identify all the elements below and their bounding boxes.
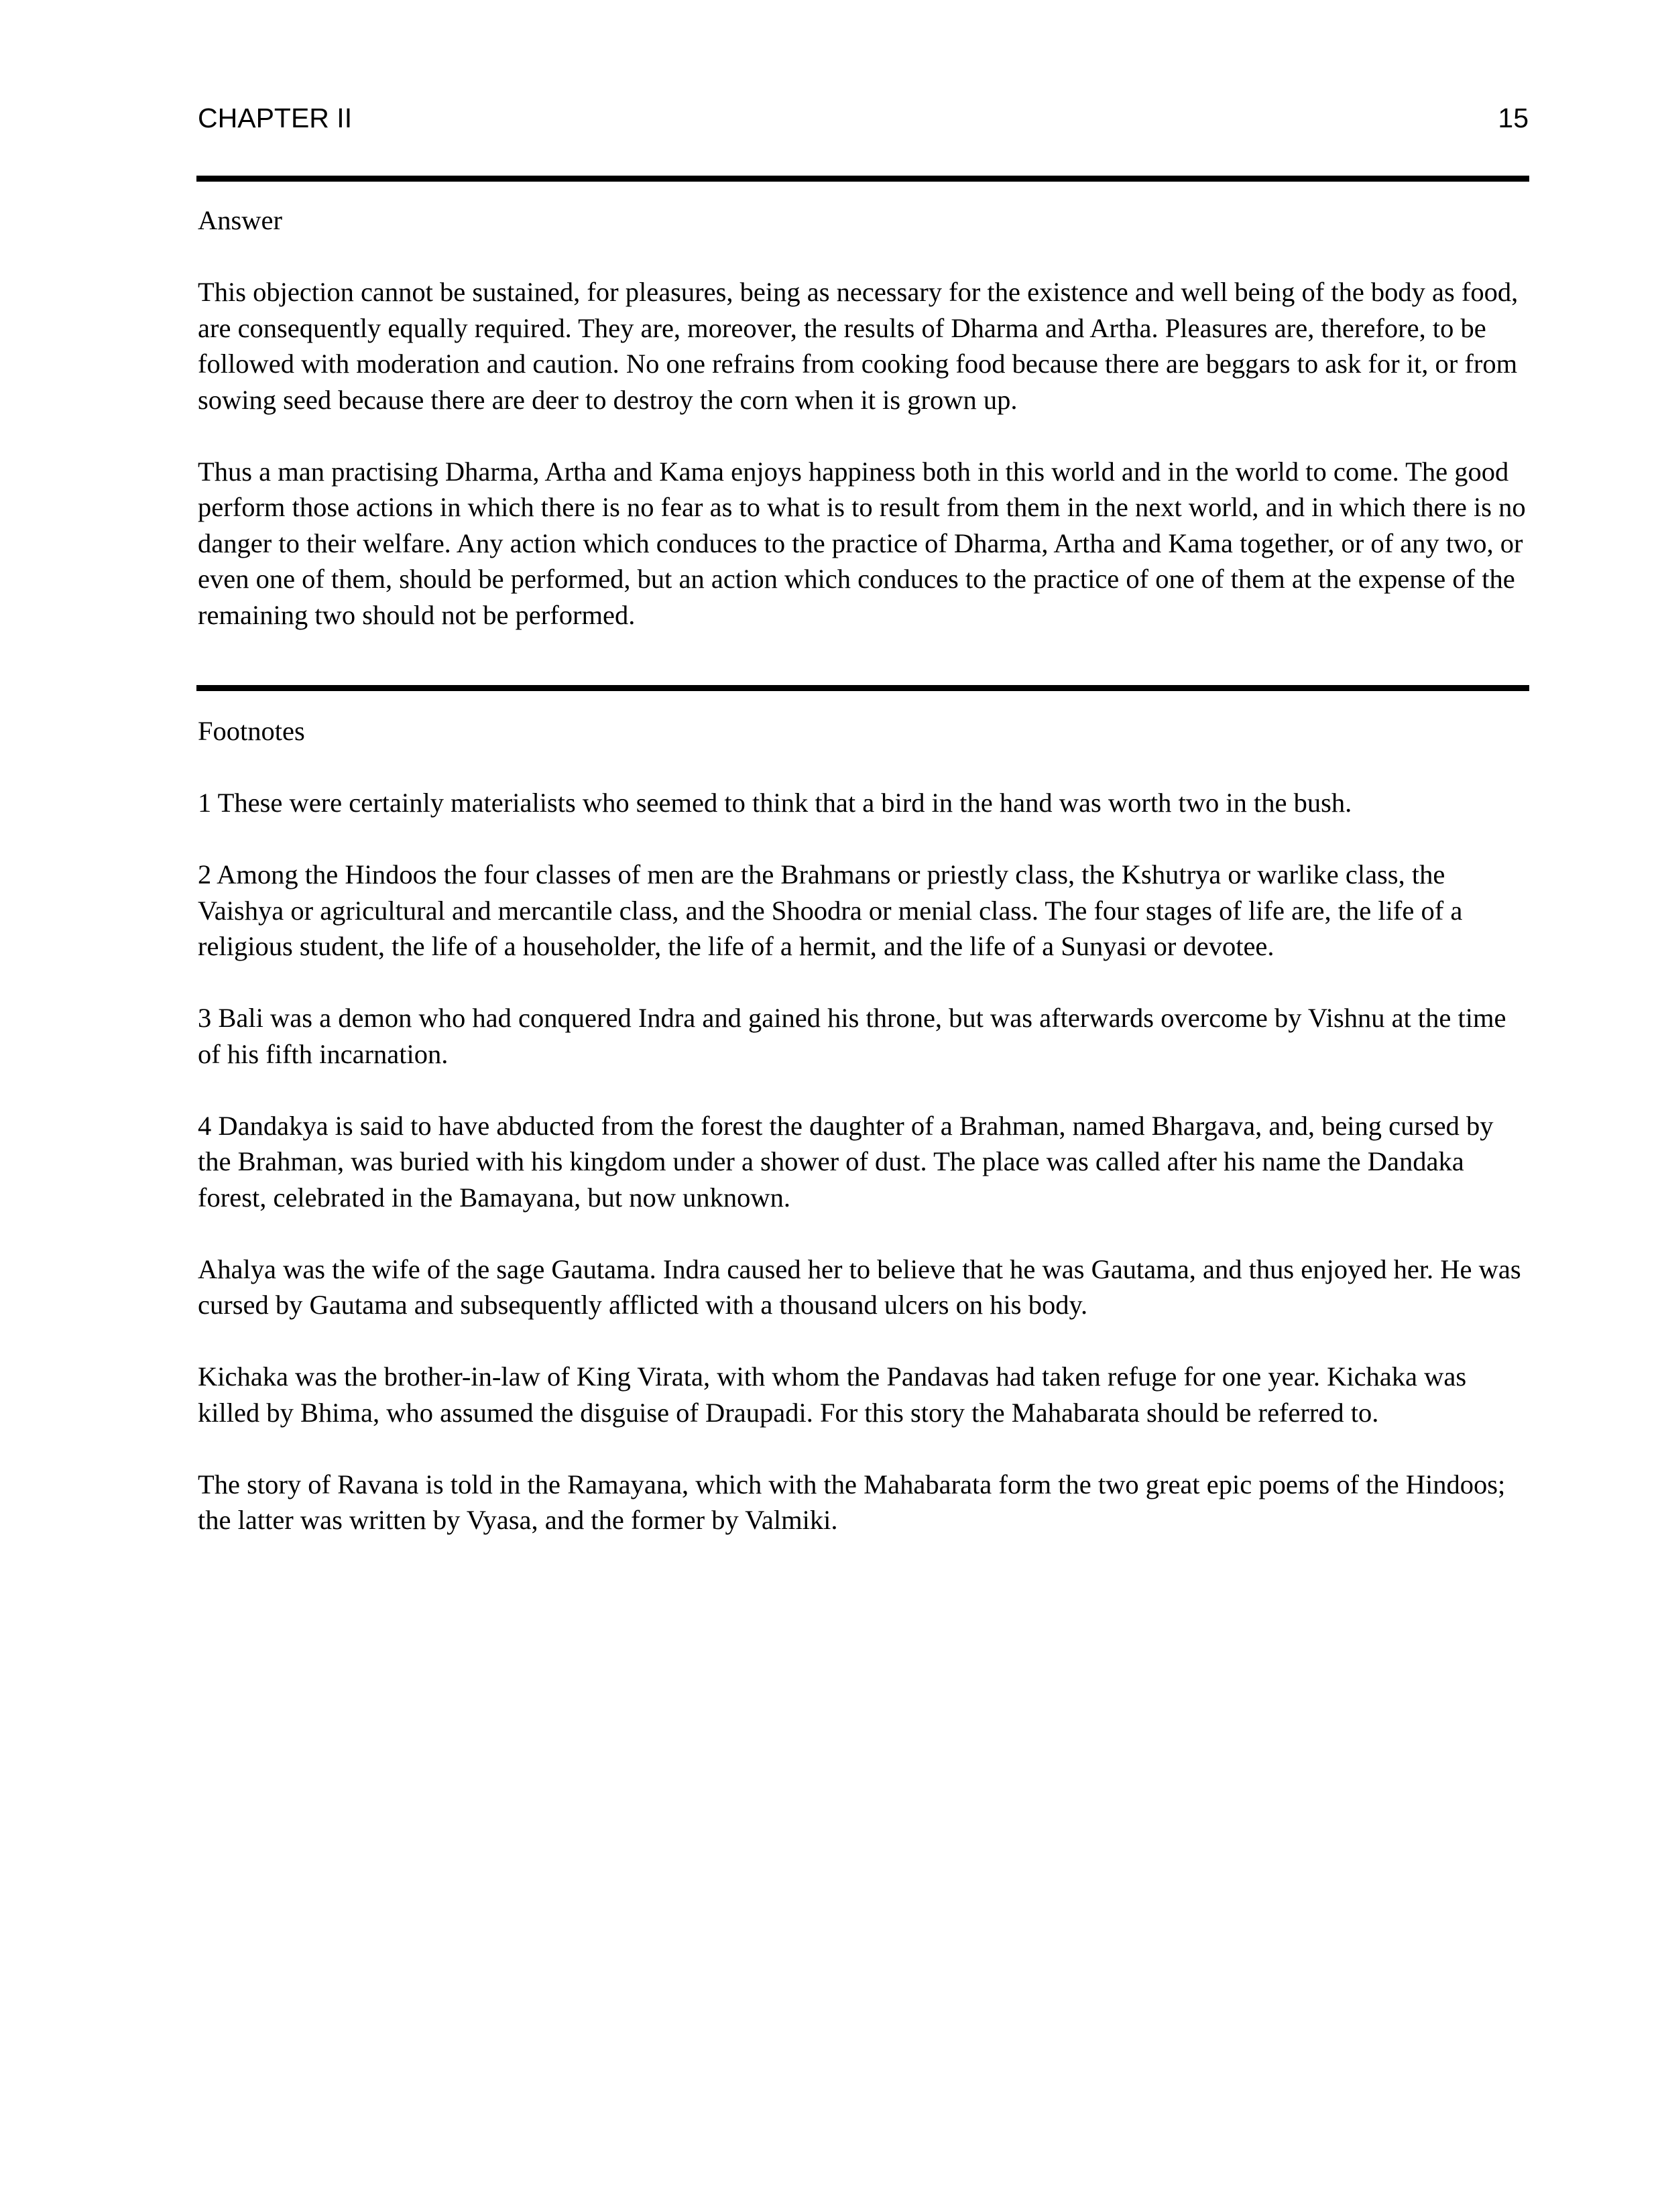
footnote-item: 1 These were certainly materialists who seemed to think that a bird in the hand was worth two in the bush.: [198, 788, 1352, 818]
footnote-item: 3 Bali was a demon who had conquered Indra and gained his throne, but was afterwards overcome by Vishnu at the time of his fifth incarnation.: [198, 1003, 1506, 1069]
section-rule: [196, 685, 1529, 691]
footnote-item: Kichaka was the brother-in-law of King Virata, with whom the Pandavas had taken refuge for one year. Kichaka was killed by Bhima, who assumed the disguise of Draupadi. For this story the Mahabarata should be referred to.: [198, 1361, 1467, 1428]
header-rule: [196, 176, 1529, 182]
chapter-title: CHAPTER II: [198, 103, 353, 133]
footnote-item: Ahalya was the wife of the sage Gautama. Indra caused her to believe that he was Gautama, and thus enjoyed her. He was cursed by Gautama and subsequently afflicted with a thousand ulcers on his body.: [198, 1253, 1521, 1320]
footnotes-section: [198, 713, 1532, 1538]
answer-heading: Answer: [198, 205, 282, 235]
footnote-item: The story of Ravana is told in the Ramayana, which with the Mahabarata form the two great epic poems of the Hindoos; the latter was written by Vyasa, and the former by Valmiki.: [198, 1469, 1506, 1535]
footnote-item: 2 Among the Hindoos the four classes of men are the Brahmans or priestly class, the Kshutrya or warlike class, the Vaishya or agricultural and mercantile class, and the Shoodra or menial class. The four stages of life are, the life of a religious student, the life of a householder, the life of a hermit, and the life of a Sunyasi or devotee.: [198, 859, 1463, 961]
answer-paragraph: Thus a man practising Dharma, Artha and Kama enjoys happiness both in this world and in the world to come. The good perform those actions in which there is no fear as to what is to result from them in the next world, and in which there is no danger to their welfare. Any action which conduces to the practice of Dharma, Artha and Kama together, or of any two, or even one of them, should be performed, but an action which conduces to the practice of one of them at the expense of the remaining two should not be performed.: [198, 456, 1526, 630]
page-number: 15: [1498, 103, 1529, 133]
answer-paragraph: This objection cannot be sustained, for pleasures, being as necessary for the existence and well being of the body as food, are consequently equally required. They are, moreover, the results of Dharma and Artha. Pleasures are, therefore, to be followed with moderation and caution. No one refrains from cooking food because there are beggars to ask for it, or from sowing seed because there are deer to destroy the corn when it is grown up.: [198, 277, 1519, 415]
answer-section: [198, 202, 1532, 633]
footnotes-heading: Footnotes: [198, 716, 305, 746]
footnote-item: 4 Dandakya is said to have abducted from the forest the daughter of a Brahman, named Bhargava, and, being cursed by the Brahman, was buried with his kingdom under a shower of dust. The place was called after his name the Dandaka forest, celebrated in the Bamayana, but now unknown.: [198, 1110, 1494, 1213]
